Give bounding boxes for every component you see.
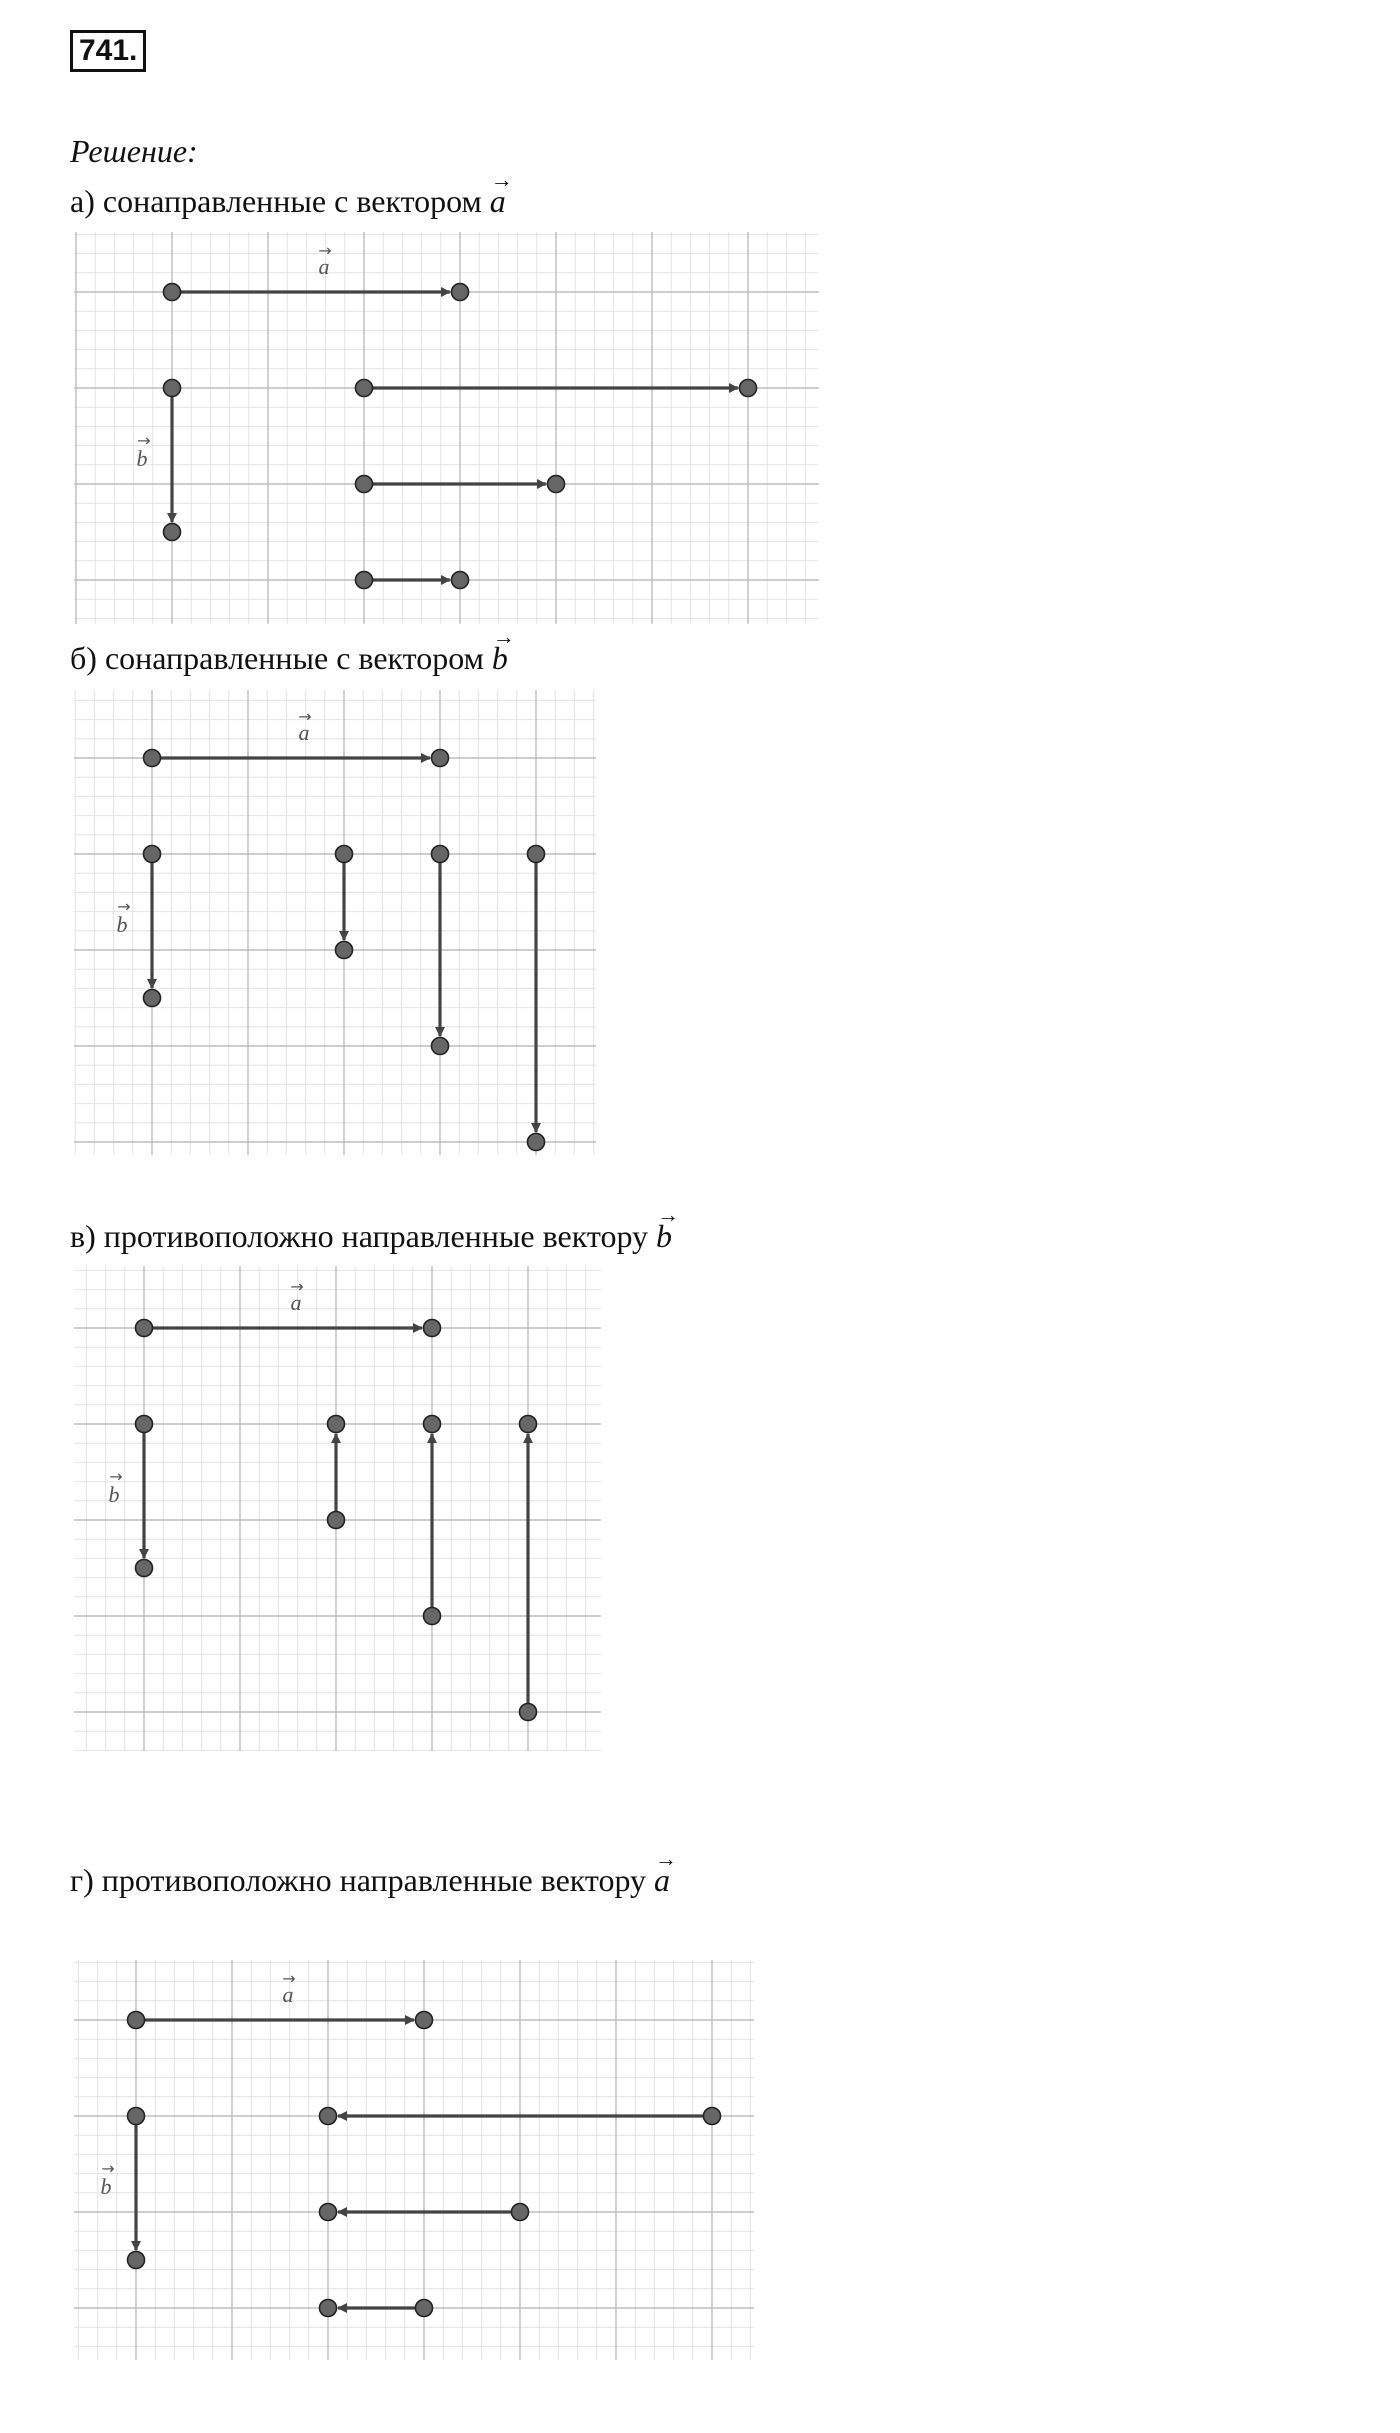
- caption-d: [70, 1862, 670, 1899]
- vector-v1-end-point: [740, 380, 757, 397]
- problem-number: 741.: [70, 30, 146, 72]
- vector-b-start-point: [136, 1416, 153, 1433]
- vector-v1-start-point: [336, 846, 353, 863]
- vector-b-end-point: [144, 990, 161, 1007]
- vector-b-label: b: [116, 912, 128, 937]
- vector-v2-start-point: [356, 476, 373, 493]
- vector-a-start-point: [144, 750, 161, 767]
- vector-v3-start-point: [416, 2300, 433, 2317]
- vector-v3: [528, 846, 545, 1151]
- vector-b: [128, 2108, 145, 2269]
- caption-a-text: а) сонаправленные с вектором: [70, 183, 482, 219]
- caption-c-vector: → b: [656, 1218, 672, 1255]
- vector-v2-end-point: [432, 1038, 449, 1055]
- solution-label: Решение:: [70, 133, 198, 169]
- vector-v1-start-point: [356, 380, 373, 397]
- vector-v3: [356, 572, 469, 589]
- vector-a-label: a: [290, 1290, 302, 1315]
- vector-v1-start-point: [704, 2108, 721, 2125]
- vector-v3-start-point: [356, 572, 373, 589]
- vector-b-end-point: [128, 2252, 145, 2269]
- vector-a-end-point: [416, 2012, 433, 2029]
- vector-b-label-arrow: →: [137, 431, 151, 450]
- vector-a-start-point: [136, 1320, 153, 1337]
- vector-v3-end-point: [520, 1416, 537, 1433]
- caption-b-text: б) сонаправленные с вектором: [70, 640, 484, 676]
- vector-a: [136, 1320, 441, 1337]
- vector-v2-end-point: [424, 1416, 441, 1433]
- vector-a-end-point: [424, 1320, 441, 1337]
- caption-a: [70, 183, 506, 220]
- vector-v3: [320, 2300, 433, 2317]
- caption-d-text: г) противоположно направленные вектору: [70, 1862, 647, 1898]
- vector-v1: [328, 1416, 345, 1529]
- vector-b-end-point: [164, 524, 181, 541]
- vector-v1-start-point: [328, 1512, 345, 1529]
- vector-a-start-point: [128, 2012, 145, 2029]
- vector-v1-end-point: [320, 2108, 337, 2125]
- figure-d-grid: [74, 1960, 754, 2360]
- vector-b-label-arrow: →: [101, 2159, 115, 2178]
- vector-v2-start-point: [424, 1608, 441, 1625]
- figure-b-grid: [74, 690, 596, 1155]
- vector-a-start-point: [164, 284, 181, 301]
- vector-a-end-point: [432, 750, 449, 767]
- vector-v2-end-point: [548, 476, 565, 493]
- vector-b-start-point: [128, 2108, 145, 2125]
- vector-a: [164, 284, 469, 301]
- vector-a-end-point: [452, 284, 469, 301]
- caption-c: [70, 1218, 672, 1255]
- vector-v3: [520, 1416, 537, 1721]
- vector-v2-start-point: [512, 2204, 529, 2221]
- vector-a-label-arrow: →: [318, 241, 332, 260]
- vector-v3-end-point: [320, 2300, 337, 2317]
- caption-b: [70, 640, 508, 677]
- vector-b: [136, 1416, 153, 1577]
- vector-b-start-point: [164, 380, 181, 397]
- vector-b-label: b: [100, 2174, 112, 2199]
- vector-b-label-arrow: →: [117, 897, 131, 916]
- vector-b: [164, 380, 181, 541]
- vector-b-start-point: [144, 846, 161, 863]
- vector-a-label: a: [298, 720, 310, 745]
- vector-a-label: a: [318, 254, 330, 279]
- figure-c-grid: [74, 1266, 601, 1751]
- vector-b-label: b: [108, 1482, 120, 1507]
- vector-v2-start-point: [432, 846, 449, 863]
- vector-a-label: a: [282, 1982, 294, 2007]
- vector-a: [144, 750, 449, 767]
- vector-a: [128, 2012, 433, 2029]
- vector-v3-end-point: [452, 572, 469, 589]
- vector-b-label-arrow: →: [109, 1467, 123, 1486]
- vector-a-label-arrow: →: [298, 707, 312, 726]
- caption-c-text: в) противоположно направленные вектору: [70, 1218, 649, 1254]
- vector-v1-end-point: [328, 1416, 345, 1433]
- vector-v3-end-point: [528, 1134, 545, 1151]
- caption-d-vector: → a: [654, 1862, 670, 1899]
- vector-b-end-point: [136, 1560, 153, 1577]
- vector-v1-end-point: [336, 942, 353, 959]
- vector-v3-start-point: [528, 846, 545, 863]
- vector-v1: [336, 846, 353, 959]
- vector-v2-end-point: [320, 2204, 337, 2221]
- vector-b-label: b: [136, 446, 148, 471]
- figure-a-grid: [74, 232, 819, 624]
- vector-b: [144, 846, 161, 1007]
- vector-a-label-arrow: →: [290, 1277, 304, 1296]
- caption-b-vector: → b: [492, 640, 508, 677]
- vector-v3-start-point: [520, 1704, 537, 1721]
- vector-a-label-arrow: →: [282, 1969, 296, 1988]
- caption-a-vector: → a: [490, 183, 506, 220]
